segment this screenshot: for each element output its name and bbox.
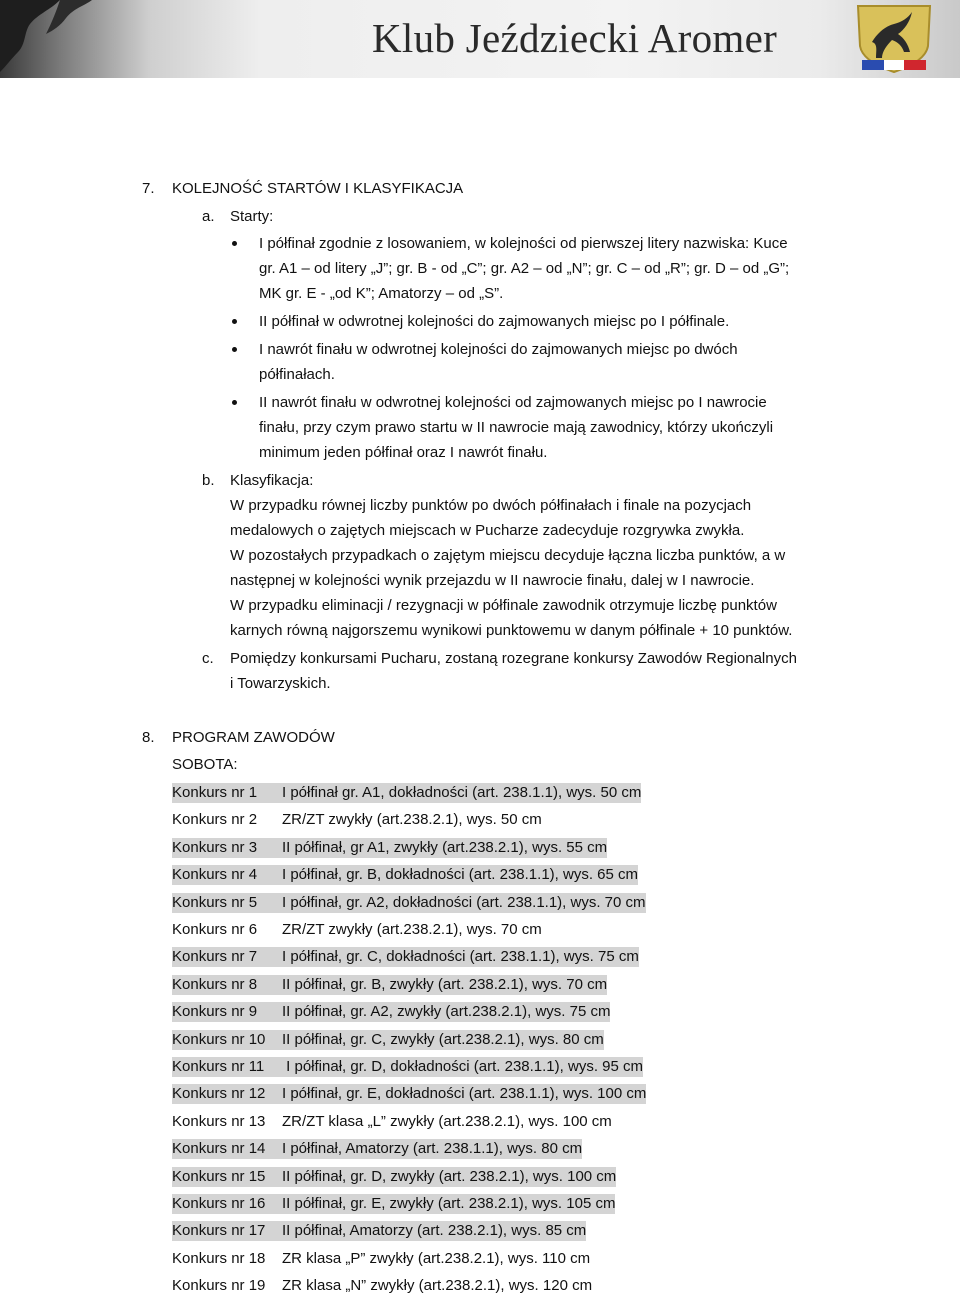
konkurs-number: Konkurs nr 14	[172, 1140, 266, 1157]
konkurs-description: I półfinał, gr. A2, dokładności (art. 238.1.1), wys. 70 cm	[282, 894, 646, 911]
konkurs-number: Konkurs nr 15	[172, 1168, 266, 1185]
item-c-line-2: i Towarzyskich.	[230, 675, 331, 692]
bullet-3-line-2: półfinałach.	[259, 366, 335, 383]
section-8-title: PROGRAM ZAWODÓW	[172, 729, 335, 746]
konkurs-row	[172, 1030, 604, 1050]
konkurs-row	[172, 1167, 616, 1187]
bullet-1-line-1: I półfinał zgodnie z losowaniem, w kolejności od pierwszej litery nazwiska: Kuce	[259, 235, 788, 252]
konkurs-row	[172, 1221, 586, 1241]
bullet-dot	[232, 400, 237, 405]
konkurs-description: ZR klasa „P” zwykły (art.238.2.1), wys. 110 cm	[282, 1250, 591, 1267]
konkurs-number: Konkurs nr 8	[172, 976, 258, 993]
konkurs-row	[172, 920, 542, 940]
konkurs-row	[172, 893, 646, 913]
konkurs-row	[172, 1194, 615, 1214]
konkurs-description: I półfinał, gr. B, dokładności (art. 238.1.1), wys. 65 cm	[282, 866, 639, 883]
konkurs-row	[172, 1276, 592, 1296]
konkurs-row	[172, 1112, 612, 1132]
konkurs-number: Konkurs nr 1	[172, 784, 258, 801]
konkurs-number: Konkurs nr 9	[172, 1003, 258, 1020]
konkurs-description: II półfinał, gr. D, zwykły (art. 238.2.1), wys. 100 cm	[282, 1168, 617, 1185]
konkurs-description: ZR klasa „N” zwykły (art.238.2.1), wys. 120 cm	[282, 1277, 593, 1294]
konkurs-number: Konkurs nr 6	[172, 921, 258, 938]
konkurs-row	[172, 975, 607, 995]
konkurs-number: Konkurs nr 10	[172, 1031, 266, 1048]
konkurs-description: I półfinał, gr. E, dokładności (art. 238.1.1), wys. 100 cm	[282, 1085, 647, 1102]
konkurs-number: Konkurs nr 11	[172, 1058, 265, 1075]
konkurs-description: I półfinał gr. A1, dokładności (art. 238.1.1), wys. 50 cm	[282, 784, 642, 801]
horse-silhouette-icon	[0, 0, 120, 78]
club-shield-logo-icon	[852, 2, 936, 76]
konkurs-description: II półfinał, gr. E, zwykły (art. 238.2.1), wys. 105 cm	[282, 1195, 616, 1212]
bullet-dot	[232, 241, 237, 246]
konkurs-number: Konkurs nr 2	[172, 811, 258, 828]
konkurs-row	[172, 1139, 582, 1159]
item-c-letter: c.	[202, 650, 214, 667]
konkurs-description: I półfinał, Amatorzy (art. 238.1.1), wys. 80 cm	[282, 1140, 583, 1157]
konkurs-number: Konkurs nr 5	[172, 894, 258, 911]
konkurs-row	[172, 947, 639, 967]
konkurs-description: II półfinał, gr A1, zwykły (art.238.2.1), wys. 55 cm	[282, 839, 608, 856]
konkurs-description: II półfinał, gr. A2, zwykły (art.238.2.1), wys. 75 cm	[282, 1003, 611, 1020]
bullet-dot	[232, 319, 237, 324]
bullet-3-line-1: I nawrót finału w odwrotnej kolejności do zajmowanych miejsc po dwóch	[259, 341, 738, 358]
konkurs-description: II półfinał, gr. B, zwykły (art. 238.2.1), wys. 70 cm	[282, 976, 608, 993]
item-a-letter: a.	[202, 208, 215, 225]
konkurs-row	[172, 838, 607, 858]
bullet-1-line-3: MK gr. E - „od K”; Amatorzy – od „S”.	[259, 285, 504, 302]
konkurs-row	[172, 783, 641, 803]
konkurs-row	[172, 1249, 590, 1269]
item-b-line-2: medalowych o zajętych miejscach w Pucharze zadecyduje rozgrywka zwykła.	[230, 522, 745, 539]
section-8-number: 8.	[142, 729, 155, 746]
konkurs-description: II półfinał, Amatorzy (art. 238.2.1), wys. 85 cm	[282, 1222, 587, 1239]
item-b-line-3: W pozostałych przypadkach o zajętym miejscu decyduje łączna liczba punktów, a w	[230, 547, 786, 564]
item-b-label: Klasyfikacja:	[230, 472, 314, 489]
item-b-line-1: W przypadku równej liczby punktów po dwóch półfinałach i finale na pozycjach	[230, 497, 752, 514]
konkurs-description: ZR/ZT zwykły (art.238.2.1), wys. 50 cm	[282, 811, 542, 828]
bullet-2-line-1: II półfinał w odwrotnej kolejności do zajmowanych miejsc po I półfinale.	[259, 313, 730, 330]
konkurs-number: Konkurs nr 19	[172, 1277, 266, 1294]
konkurs-description: I półfinał, gr. C, dokładności (art. 238.1.1), wys. 75 cm	[282, 948, 639, 965]
section-7-title: KOLEJNOŚĆ STARTÓW I KLASYFIKACJA	[172, 180, 464, 197]
item-c-line-1: Pomiędzy konkursami Pucharu, zostaną rozegrane konkursy Zawodów Regionalnych	[230, 650, 797, 667]
konkurs-row	[172, 810, 542, 830]
item-b-line-6: karnych równą najgorszemu wynikowi punktowemu w danym półfinale + 10 punktów.	[230, 622, 793, 639]
konkurs-number: Konkurs nr 3	[172, 839, 258, 856]
konkurs-description: ZR/ZT klasa „L” zwykły (art.238.2.1), wys. 100 cm	[282, 1113, 612, 1130]
konkurs-row	[172, 1057, 643, 1077]
bullet-4-line-2: finału, przy czym prawo startu w II nawrocie mają zawodnicy, którzy ukończyli	[259, 419, 774, 436]
konkurs-row	[172, 865, 638, 885]
bullet-dot	[232, 347, 237, 352]
konkurs-description: ZR/ZT zwykły (art.238.2.1), wys. 70 cm	[282, 921, 542, 938]
bullet-1-line-2: gr. A1 – od litery „J”; gr. B - od „C”; gr. A2 – od „N”; gr. C – od „R”; gr. D – od „G”;	[259, 260, 790, 277]
konkurs-row	[172, 1002, 610, 1022]
konkurs-number: Konkurs nr 17	[172, 1222, 266, 1239]
konkurs-number: Konkurs nr 13	[172, 1113, 266, 1130]
item-b-line-5: W przypadku eliminacji / rezygnacji w półfinale zawodnik otrzymuje liczbę punktów	[230, 597, 777, 614]
konkurs-number: Konkurs nr 4	[172, 866, 258, 883]
bullet-4-line-1: II nawrót finału w odwrotnej kolejności od zajmowanych miejsc po I nawrocie	[259, 394, 767, 411]
item-b-line-4: następnej w kolejności wynik przejazdu w II nawrocie finału, dalej w I nawrocie.	[230, 572, 755, 589]
item-b-letter: b.	[202, 472, 215, 489]
item-a-label: Starty:	[230, 208, 274, 225]
konkurs-row	[172, 1084, 646, 1104]
day-heading: SOBOTA:	[172, 756, 238, 773]
bullet-4-line-3: minimum jeden półfinał oraz I nawrót finału.	[259, 444, 548, 461]
konkurs-number: Konkurs nr 7	[172, 948, 258, 965]
konkurs-description: II półfinał, gr. C, zwykły (art.238.2.1), wys. 80 cm	[282, 1031, 604, 1048]
konkurs-number: Konkurs nr 16	[172, 1195, 266, 1212]
konkurs-description: I półfinał, gr. D, dokładności (art. 238.1.1), wys. 95 cm	[282, 1058, 643, 1075]
konkurs-number: Konkurs nr 12	[172, 1085, 266, 1102]
section-7-number: 7.	[142, 180, 155, 197]
page-header	[0, 0, 960, 78]
club-title: Klub Jeździecki Aromer	[372, 15, 778, 61]
konkurs-number: Konkurs nr 18	[172, 1250, 266, 1267]
